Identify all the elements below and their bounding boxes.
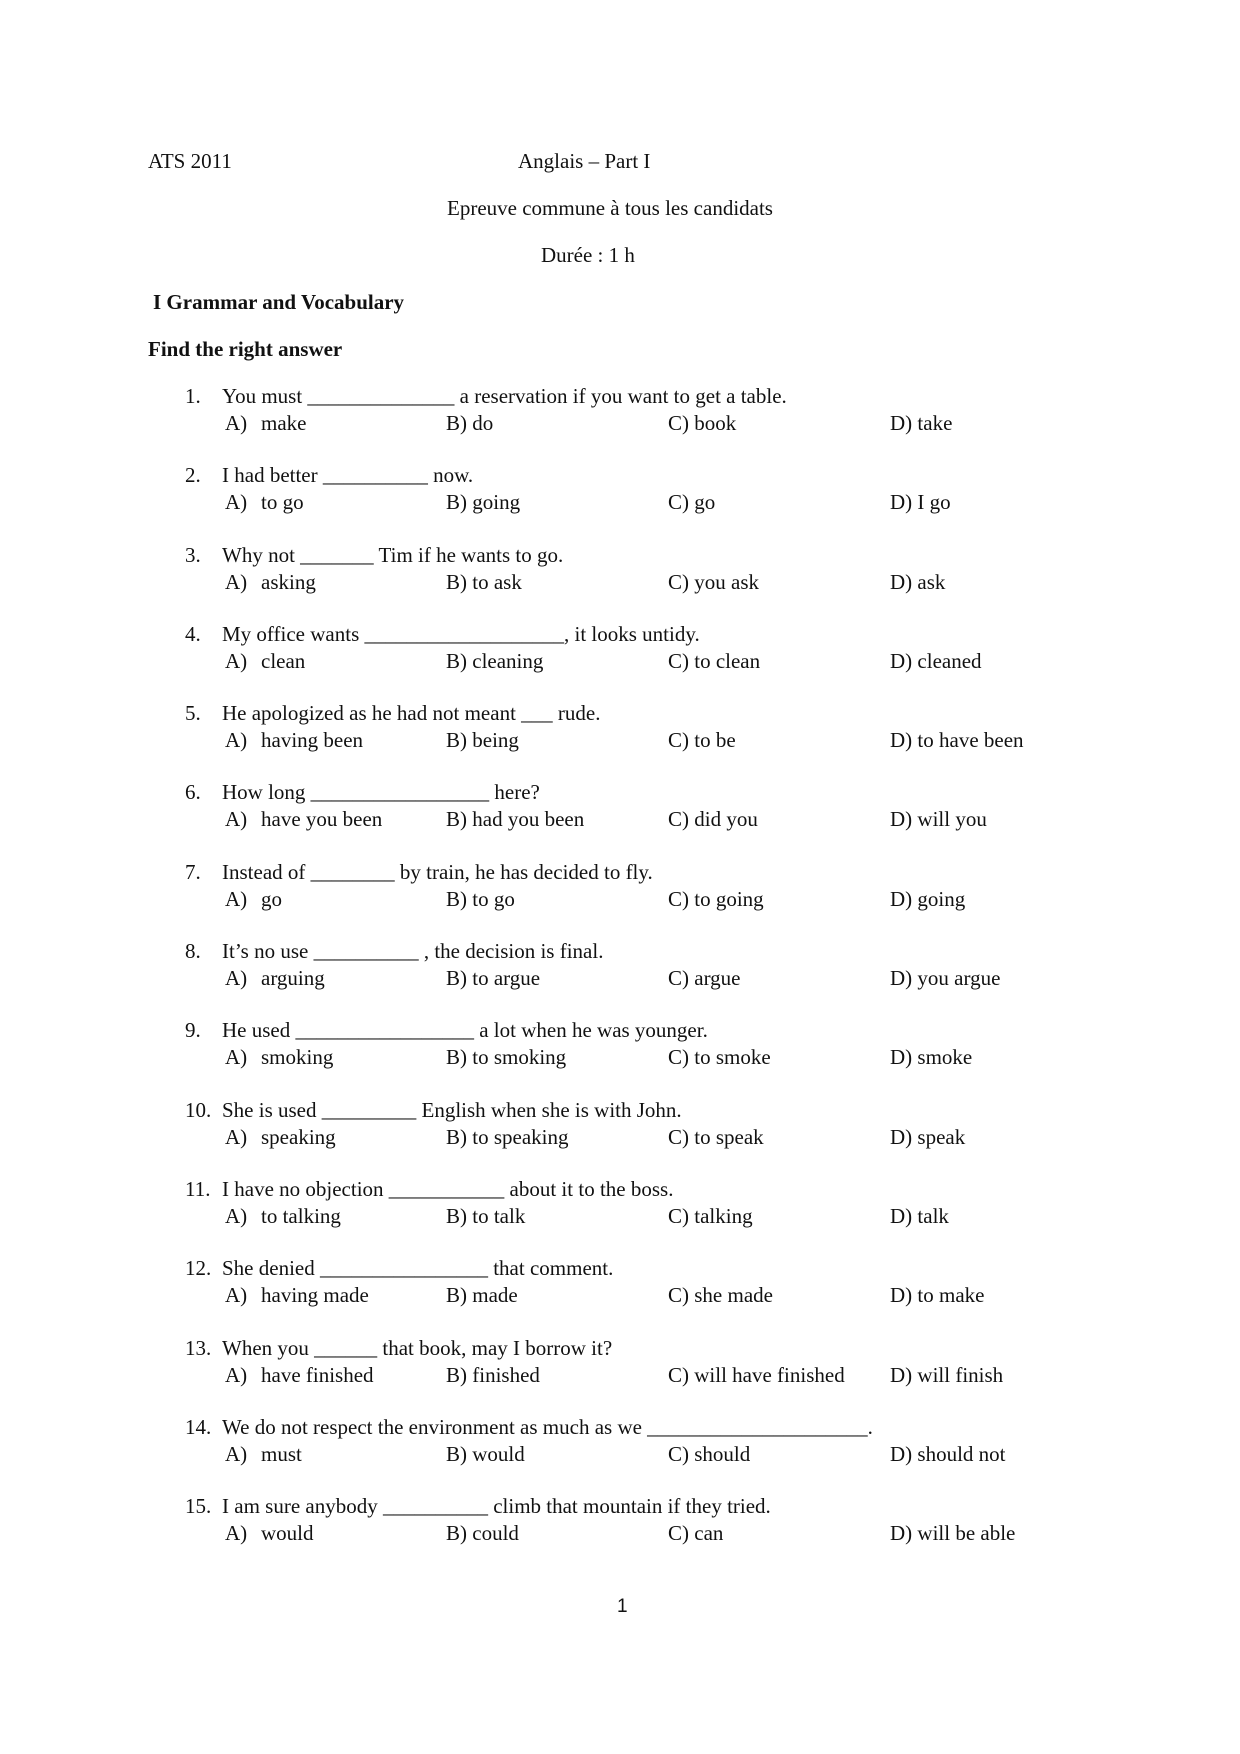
option-b[interactable]: B) to talk [446, 1203, 526, 1228]
option-a-letter: A) [225, 807, 248, 832]
question-number: 4. [185, 621, 201, 646]
question-number: 3. [185, 542, 201, 567]
question-text: She is used _________ English when she is with John. [222, 1097, 682, 1122]
option-d[interactable]: D) I go [890, 490, 951, 515]
question-text: It’s no use __________ , the decision is final. [222, 939, 604, 964]
option-a-letter: A) [225, 411, 248, 435]
option-d[interactable]: D) going [890, 886, 966, 911]
question-number: 10. [185, 1097, 212, 1122]
question-item [0, 542, 1240, 624]
question-item [0, 1414, 1240, 1496]
option-d[interactable]: D) smoke [890, 1045, 973, 1070]
option-b[interactable]: B) to ask [446, 569, 522, 594]
option-d[interactable]: D) cleaned [890, 648, 982, 673]
option-a-text: go [261, 886, 282, 911]
option-a-letter: A) [225, 1441, 248, 1466]
option-a-letter: A) [225, 728, 248, 753]
option-c[interactable]: C) to be [668, 728, 736, 753]
option-a-letter: A) [225, 966, 248, 991]
option-d[interactable]: D) will finish [890, 1362, 1004, 1387]
option-a-text: having been [261, 728, 364, 753]
question-item [0, 1496, 1240, 1575]
option-c[interactable]: C) book [668, 411, 737, 435]
option-b[interactable]: B) would [446, 1441, 525, 1466]
question-text: When you ______ that book, may I borrow it? [222, 1335, 613, 1360]
option-a-text: to go [261, 490, 304, 515]
question-item [0, 1097, 1240, 1179]
option-a-text: would [261, 1521, 314, 1546]
question-text: How long _________________ here? [222, 780, 540, 805]
option-a-letter: A) [225, 490, 248, 515]
question-item [0, 1335, 1240, 1417]
option-c[interactable]: C) go [668, 490, 716, 515]
option-a[interactable] [225, 968, 325, 989]
question-number: 12. [185, 1256, 212, 1281]
exam-subtitle: Epreuve commune à tous les candidats [447, 196, 773, 220]
option-d[interactable]: D) should not [890, 1441, 1006, 1466]
option-a-text: speaking [261, 1124, 336, 1149]
option-d[interactable]: D) speak [890, 1124, 966, 1149]
option-d[interactable]: D) to have been [890, 728, 1024, 753]
section-title: I Grammar and Vocabulary [153, 290, 405, 314]
option-b[interactable]: B) being [446, 728, 519, 753]
option-d[interactable]: D) ask [890, 569, 946, 594]
exam-title: Anglais – Part I [518, 149, 651, 173]
option-b[interactable]: B) cleaning [446, 648, 544, 673]
option-a[interactable] [225, 886, 282, 911]
option-a-text: make [261, 411, 307, 435]
option-a-letter: A) [225, 1521, 248, 1546]
option-a-text: smoking [261, 1045, 334, 1070]
question-text: She denied ________________ that comment. [222, 1256, 614, 1281]
option-d[interactable]: D) take [890, 411, 953, 435]
option-a-text: must [261, 1441, 302, 1466]
option-b[interactable]: B) to argue [446, 966, 541, 991]
option-d[interactable]: D) will you [890, 807, 987, 832]
option-c[interactable]: C) did you [668, 807, 758, 832]
question-text: He apologized as he had not meant ___ rude. [222, 701, 601, 726]
option-d[interactable]: D) to make [890, 1283, 985, 1308]
option-a-text: have you been [261, 807, 383, 832]
option-a[interactable] [225, 413, 306, 434]
option-a[interactable] [225, 1124, 336, 1149]
option-c[interactable]: C) she made [668, 1283, 773, 1308]
option-b[interactable]: B) do [446, 411, 494, 435]
option-a-text: arguing [261, 966, 325, 991]
option-d[interactable]: D) talk [890, 1203, 949, 1228]
option-c[interactable]: C) to speak [668, 1124, 764, 1149]
question-number: 9. [185, 1018, 201, 1043]
question-item [0, 1020, 1240, 1099]
option-a[interactable] [225, 492, 304, 513]
option-a[interactable] [225, 1203, 341, 1228]
question-text: Why not _______ Tim if he wants to go. [222, 542, 564, 567]
question-list [0, 386, 1240, 1575]
question-text: My office wants ___________________, it looks untidy. [222, 621, 700, 646]
option-b[interactable]: B) finished [446, 1362, 540, 1387]
option-b[interactable]: B) to speaking [446, 1124, 569, 1149]
option-d[interactable]: D) you argue [890, 966, 1001, 991]
option-a[interactable] [225, 1441, 302, 1466]
option-c[interactable]: C) to going [668, 886, 764, 911]
question-number: 14. [185, 1414, 212, 1439]
option-a-text: asking [261, 569, 316, 594]
question-number: 1. [185, 384, 201, 408]
page-number: 1 [617, 1596, 628, 1617]
option-b[interactable]: B) had you been [446, 807, 585, 832]
instruction: Find the right answer [148, 337, 343, 361]
option-a-letter: A) [225, 1203, 248, 1228]
exam-duration: Durée : 1 h [541, 243, 635, 267]
option-a[interactable] [225, 1047, 333, 1068]
option-b[interactable]: B) to smoking [446, 1045, 567, 1070]
option-a-letter: A) [225, 569, 248, 594]
option-a-text: have finished [261, 1362, 374, 1387]
option-c[interactable]: C) should [668, 1441, 751, 1466]
option-c[interactable]: C) can [668, 1521, 724, 1546]
option-a-letter: A) [225, 1124, 248, 1149]
option-a-text: having made [261, 1283, 369, 1308]
question-number: 7. [185, 859, 201, 884]
option-a-letter: A) [225, 886, 248, 911]
question-text: He used _________________ a lot when he was younger. [222, 1018, 708, 1043]
option-a[interactable] [225, 648, 306, 673]
question-text: I had better __________ now. [222, 463, 474, 488]
option-a[interactable] [225, 809, 382, 830]
question-text: Instead of ________ by train, he has decided to fly. [222, 859, 653, 884]
option-a-letter: A) [225, 1362, 248, 1387]
option-b[interactable]: B) to go [446, 886, 515, 911]
question-number: 8. [185, 939, 201, 964]
option-b[interactable]: B) made [446, 1283, 518, 1308]
option-a-text: clean [261, 648, 306, 673]
option-b[interactable]: B) could [446, 1521, 519, 1546]
question-number: 11. [185, 1176, 211, 1201]
question-text: You must ______________ a reservation if you want to get a table. [222, 384, 787, 408]
option-d[interactable]: D) will be able [890, 1521, 1016, 1546]
exam-code: ATS 2011 [148, 149, 232, 173]
question-number: 5. [185, 701, 201, 726]
question-item [0, 859, 1240, 941]
question-item [0, 621, 1240, 703]
question-item [0, 941, 1240, 1020]
option-a[interactable] [225, 1523, 314, 1544]
option-c[interactable]: C) talking [668, 1203, 753, 1228]
option-a[interactable] [225, 1362, 374, 1387]
question-item [0, 386, 1240, 465]
option-c[interactable]: C) to smoke [668, 1045, 771, 1070]
question-text: I am sure anybody __________ climb that mountain if they tried. [222, 1494, 771, 1519]
question-item [0, 703, 1240, 782]
question-text: I have no objection ___________ about it to the boss. [222, 1176, 674, 1201]
question-item [0, 465, 1240, 544]
option-a[interactable] [225, 1285, 369, 1306]
question-number: 6. [185, 780, 201, 805]
option-a-letter: A) [225, 648, 248, 673]
option-a-letter: A) [225, 1045, 248, 1070]
option-a-letter: A) [225, 1283, 248, 1308]
question-number: 2. [185, 463, 201, 488]
option-c[interactable]: C) to clean [668, 648, 761, 673]
option-c[interactable]: C) will have finished [668, 1362, 845, 1387]
question-text: We do not respect the environment as much as we _____________________. [222, 1414, 873, 1439]
option-a[interactable] [225, 730, 363, 751]
option-a[interactable] [225, 569, 316, 594]
option-c[interactable]: C) you ask [668, 569, 759, 594]
question-item [0, 1258, 1240, 1337]
question-item [0, 1176, 1240, 1258]
option-b[interactable]: B) going [446, 490, 521, 515]
question-number: 13. [185, 1335, 212, 1360]
option-c[interactable]: C) argue [668, 966, 741, 991]
option-a-text: to talking [261, 1203, 341, 1228]
question-item [0, 782, 1240, 861]
question-number: 15. [185, 1494, 212, 1519]
